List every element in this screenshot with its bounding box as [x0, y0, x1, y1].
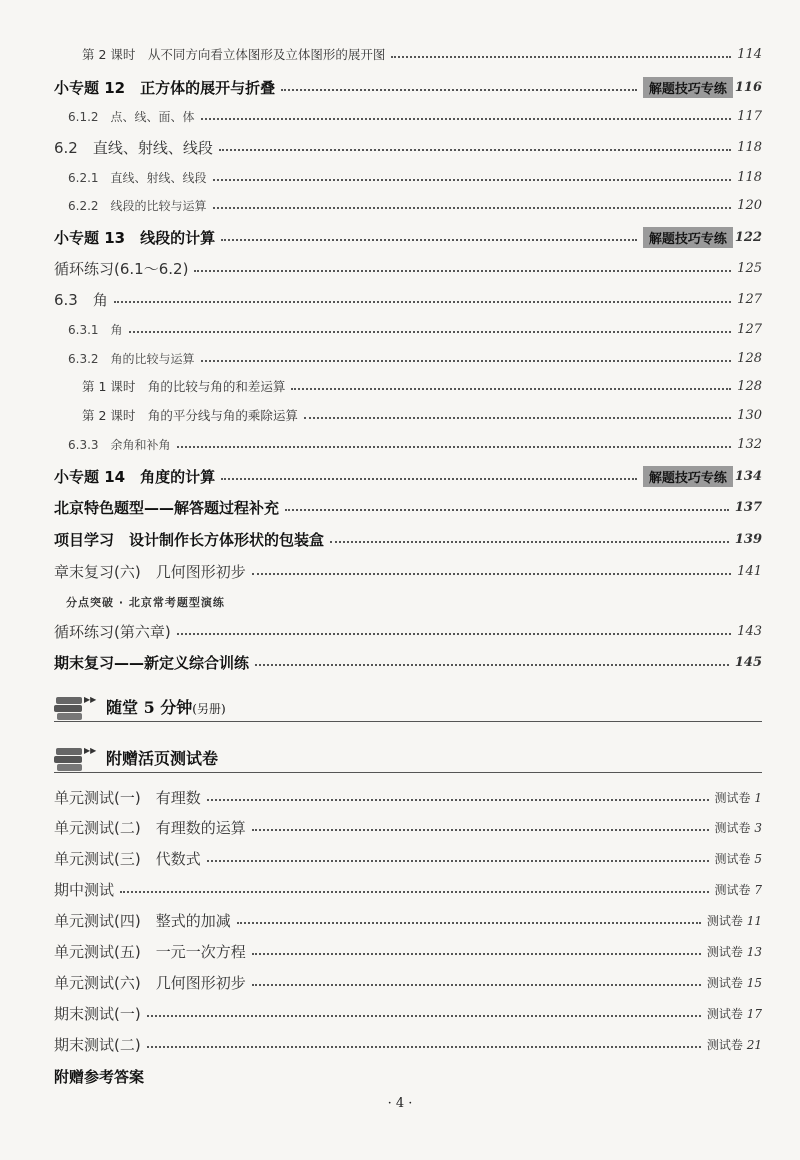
toc-label: 6.3.1 角 — [68, 322, 123, 337]
test-label: 单元测试(二) 有理数的运算 — [54, 818, 246, 837]
section-title: 随堂 5 分钟(另册) — [106, 698, 226, 717]
leader-dots — [129, 331, 732, 333]
toc-row[interactable] — [0, 346, 800, 370]
toc-row[interactable] — [0, 495, 800, 519]
test-label: 单元测试(五) 一元一次方程 — [54, 942, 246, 961]
toc-label: 循环练习(第六章) — [54, 622, 171, 641]
toc-label: 小专题 12 正方体的展开与折叠 — [54, 78, 276, 97]
toc-label: 6.1.2 点、线、面、体 — [68, 109, 195, 124]
leader-dots — [213, 179, 732, 181]
leader-dots — [285, 509, 729, 511]
toc-page-number: 130 — [737, 407, 762, 423]
leader-dots — [291, 388, 731, 390]
leader-dots — [252, 984, 701, 986]
toc-page-number: 143 — [737, 623, 762, 639]
answers-row[interactable] — [0, 1064, 800, 1088]
leader-dots — [221, 478, 637, 480]
toc-row[interactable] — [0, 432, 800, 456]
toc-row[interactable] — [0, 559, 800, 583]
toc-row[interactable] — [0, 619, 800, 643]
test-page-number: 测试卷 3 — [714, 820, 762, 835]
toc-label: 6.3.3 余角和补角 — [68, 437, 171, 452]
test-page-number: 测试卷 15 — [706, 975, 762, 990]
toc-label: 6.3 角 — [54, 290, 108, 309]
test-label: 期末测试(一) — [54, 1004, 141, 1023]
test-page-number: 测试卷 21 — [706, 1037, 762, 1052]
toc-page-number: 127 — [737, 321, 762, 337]
leader-dots — [219, 149, 731, 151]
leader-dots — [177, 633, 731, 635]
toc-row[interactable] — [0, 650, 800, 674]
test-label: 期末测试(二) — [54, 1035, 141, 1054]
test-page-number: 测试卷 1 — [714, 790, 762, 805]
leader-dots — [281, 89, 637, 91]
leader-dots — [207, 860, 709, 862]
leader-dots — [207, 799, 709, 801]
toc-label: 北京特色题型——解答题过程补充 — [54, 498, 280, 517]
toc-label: 期末复习——新定义综合训练 — [54, 653, 250, 672]
toc-row[interactable] — [0, 165, 800, 189]
test-page-number: 测试卷 13 — [706, 944, 762, 959]
test-label: 期中测试 — [54, 880, 115, 899]
leader-dots — [194, 270, 731, 272]
toc-page-number: 117 — [737, 108, 762, 124]
toc-label: 循环练习(6.1～6.2) — [54, 259, 189, 278]
test-page-number: 测试卷 7 — [714, 882, 762, 897]
test-label: 单元测试(三) 代数式 — [54, 849, 201, 868]
section-header-booklet — [54, 693, 762, 722]
toc-label: 小专题 14 角度的计算 — [54, 467, 216, 486]
answers-label: 附赠参考答案 — [54, 1067, 145, 1086]
toc-row[interactable] — [0, 193, 800, 217]
test-page-number: 测试卷 11 — [706, 913, 762, 928]
toc-page-number: 125 — [737, 260, 762, 276]
toc-page-number: 127 — [737, 291, 762, 307]
toc-row[interactable] — [0, 374, 800, 398]
leader-dots — [330, 541, 729, 543]
toc-page-number: 141 — [737, 563, 762, 579]
toc-page-number: 128 — [737, 350, 762, 366]
toc-row[interactable] — [0, 75, 800, 99]
leader-dots — [147, 1015, 701, 1017]
page-number: · 4 · — [387, 1096, 413, 1111]
leader-dots — [252, 829, 709, 831]
toc-row[interactable] — [0, 527, 800, 551]
toc-row[interactable] — [0, 287, 800, 311]
toc-label: 章末复习(六) 几何图形初步 — [54, 562, 246, 581]
toc-page-number: 128 — [737, 378, 762, 394]
test-row[interactable] — [0, 846, 800, 870]
toc-page-number: 118 — [737, 139, 762, 155]
toc-label: 项目学习 设计制作长方体形状的包装盒 — [54, 530, 325, 549]
test-page-number: 测试卷 17 — [706, 1006, 762, 1021]
toc-label: 6.2.1 直线、射线、线段 — [68, 170, 207, 185]
test-label: 单元测试(一) 有理数 — [54, 788, 201, 807]
skill-tag: 解题技巧专练 — [643, 227, 733, 248]
leader-dots — [177, 446, 732, 448]
toc-label: 6.2.2 线段的比较与运算 — [68, 198, 207, 213]
toc-label: 第 2 课时 角的平分线与角的乘除运算 — [82, 408, 298, 423]
toc-page-number: 132 — [737, 436, 762, 452]
section-header-tests — [54, 744, 762, 773]
leader-dots — [147, 1046, 701, 1048]
leader-dots — [391, 56, 731, 58]
test-label: 单元测试(四) 整式的加减 — [54, 911, 231, 930]
section-title: 附赠活页测试卷 — [106, 749, 219, 768]
leader-dots — [221, 239, 637, 241]
toc-row[interactable] — [0, 135, 800, 159]
test-row[interactable] — [0, 1001, 800, 1025]
toc-page-number: 134 — [734, 468, 762, 484]
toc-page-number: 145 — [734, 654, 762, 670]
test-row[interactable] — [0, 970, 800, 994]
toc-row[interactable] — [0, 256, 800, 280]
toc-page-number: 120 — [737, 197, 762, 213]
toc-page-number: 114 — [737, 46, 762, 62]
test-label: 单元测试(六) 几何图形初步 — [54, 973, 246, 992]
toc-page-number: 118 — [737, 169, 762, 185]
toc-page-number: 116 — [734, 79, 762, 95]
leader-dots — [120, 891, 709, 893]
toc-row[interactable] — [0, 104, 800, 128]
toc-label: 第 2 课时 从不同方向看立体图形及立体图形的展开图 — [82, 47, 386, 62]
toc-label: 小专题 13 线段的计算 — [54, 228, 216, 247]
leader-dots — [255, 664, 729, 666]
leader-dots — [252, 573, 731, 575]
test-row[interactable] — [0, 785, 800, 809]
toc-subheading — [0, 590, 800, 614]
toc-row[interactable] — [0, 42, 800, 66]
toc-row[interactable] — [0, 464, 800, 488]
toc-row[interactable] — [0, 225, 800, 249]
leader-dots — [201, 118, 732, 120]
leader-dots — [213, 207, 732, 209]
book-stack-icon: ▶▶ — [54, 695, 94, 721]
leader-dots — [114, 301, 731, 303]
toc-label: 第 1 课时 角的比较与角的和差运算 — [82, 379, 286, 394]
leader-dots — [304, 417, 731, 419]
leader-dots — [237, 922, 701, 924]
leader-dots — [252, 953, 701, 955]
toc-row[interactable] — [0, 317, 800, 341]
toc-label: 分点突破 · 北京常考题型演练 — [66, 596, 225, 609]
test-row[interactable] — [0, 815, 800, 839]
book-stack-icon: ▶▶ — [54, 746, 94, 772]
test-row[interactable] — [0, 1032, 800, 1056]
toc-label: 6.2 直线、射线、线段 — [54, 138, 213, 157]
toc-row[interactable] — [0, 403, 800, 427]
toc-page-number: 122 — [734, 229, 762, 245]
skill-tag: 解题技巧专练 — [643, 466, 733, 487]
test-row[interactable] — [0, 939, 800, 963]
test-page-number: 测试卷 5 — [714, 851, 762, 866]
toc-page-number: 137 — [734, 499, 762, 515]
skill-tag: 解题技巧专练 — [643, 77, 733, 98]
leader-dots — [201, 360, 732, 362]
test-row[interactable] — [0, 908, 800, 932]
toc-label: 6.3.2 角的比较与运算 — [68, 351, 195, 366]
toc-page-number: 139 — [734, 531, 762, 547]
test-row[interactable] — [0, 877, 800, 901]
